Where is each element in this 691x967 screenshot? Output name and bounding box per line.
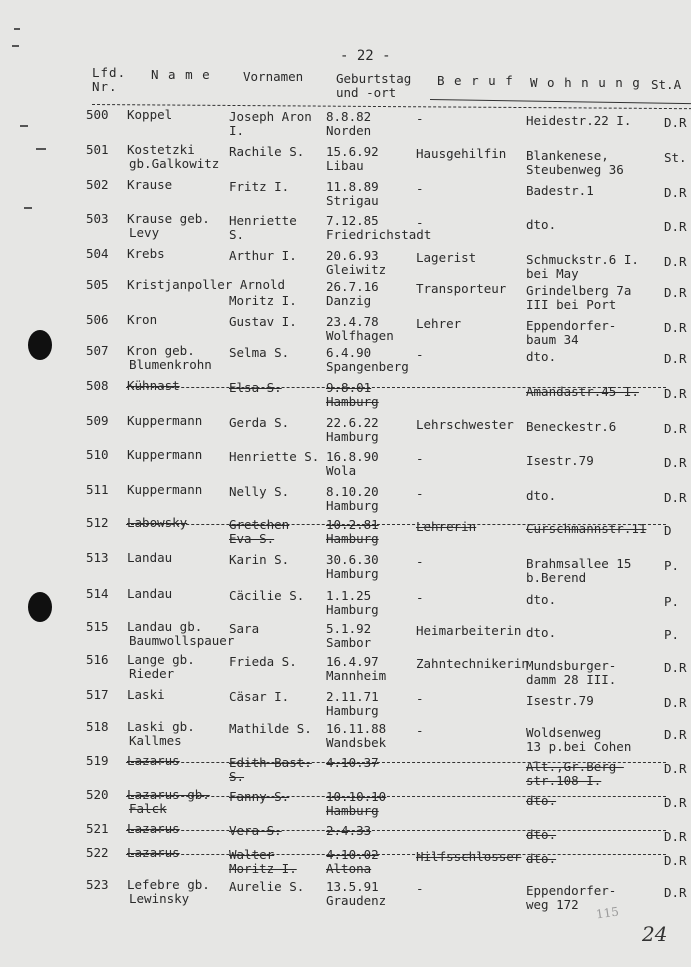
surname: Kuppermann — [127, 482, 203, 497]
birth-place: Hamburg — [326, 566, 379, 581]
occupation: - — [416, 881, 424, 896]
given-names: Gerda S. — [229, 415, 290, 430]
given-names: Mathilde S. — [229, 721, 312, 736]
surname: Krause geb. — [127, 211, 210, 226]
row-number: 521 — [86, 821, 109, 836]
birth-date: 15.6.92 — [326, 144, 379, 159]
row-number: 515 — [86, 619, 109, 634]
birth-date: 13.5.91 — [326, 879, 379, 894]
row-number: 505 — [86, 277, 109, 292]
given-names: Vera S. — [229, 823, 282, 838]
row-number: 518 — [86, 719, 109, 734]
citizenship: D.R — [664, 351, 687, 366]
punch-hole — [28, 592, 52, 622]
address: Badestr.1 — [526, 183, 594, 198]
citizenship: D.R — [664, 795, 687, 810]
surname: Krause — [127, 177, 173, 192]
header-nr: Nr. — [92, 79, 118, 94]
address-line2: Steubenweg 36 — [526, 162, 624, 177]
birth-place: Hamburg — [326, 498, 379, 513]
birth-place: Gleiwitz — [326, 262, 387, 277]
strikethrough-line — [126, 762, 666, 763]
given-names: Karin S. — [229, 552, 290, 567]
given-names: Edith Bast. — [229, 755, 312, 770]
occupation: Lagerist — [416, 250, 477, 265]
surname: Koppel — [127, 107, 173, 122]
citizenship: D.R — [664, 660, 687, 675]
address: Alt.,Gr.Berg- — [526, 759, 624, 774]
birth-date: 6.4.90 — [326, 345, 372, 360]
birth-date: 30.6.30 — [326, 552, 379, 567]
given-names: Gretchen — [229, 517, 290, 532]
occupation: Lehrerin — [416, 519, 477, 534]
birth-place: Wandsbek — [326, 735, 387, 750]
citizenship: D.R — [664, 829, 687, 844]
address: dto. — [526, 851, 557, 866]
address-line2: 13 p.bei Cohen — [526, 739, 632, 754]
surname: Landau gb. — [127, 619, 203, 634]
row-number: 502 — [86, 177, 109, 192]
address: Curschmannstr.11 — [526, 521, 647, 536]
birth-place: Danzig — [326, 293, 372, 308]
address: dto. — [526, 488, 557, 503]
row-number: 510 — [86, 447, 109, 462]
citizenship: D.R — [664, 185, 687, 200]
citizenship: D.R — [664, 421, 687, 436]
surname: Krebs — [127, 246, 165, 261]
birth-date: 1.1.25 — [326, 588, 372, 603]
header-staatsangehoerigkeit: St.A — [651, 77, 682, 92]
surname: Kristjanpoller Arnold — [127, 277, 286, 292]
surname: Lange gb. — [127, 652, 195, 667]
given-names: Elsa S. — [229, 380, 282, 395]
row-number: 523 — [86, 877, 109, 892]
citizenship: D.R — [664, 254, 687, 269]
birth-place: Graudenz — [326, 893, 387, 908]
surname: Landau — [127, 586, 173, 601]
given-names: Arthur I. — [229, 248, 297, 263]
given-names: Fanny S. — [229, 789, 290, 804]
strikethrough-line — [126, 830, 666, 831]
address-line2: bei May — [526, 266, 579, 281]
address: dto. — [526, 349, 557, 364]
address: dto. — [526, 592, 557, 607]
address: Eppendorfer- — [526, 883, 617, 898]
occupation: - — [416, 347, 424, 362]
occupation: - — [416, 451, 424, 466]
given-names-line2: S. — [229, 227, 245, 242]
margin-mark — [14, 28, 20, 30]
occupation: - — [416, 554, 424, 569]
handwritten-page-number: 24 — [642, 922, 668, 946]
surname: Lefebre gb. — [127, 877, 210, 892]
birth-place: Hamburg — [326, 703, 379, 718]
header-geburtstag: Geburtstag — [336, 71, 412, 86]
header-rule — [430, 99, 691, 104]
citizenship: D — [664, 523, 672, 538]
strikethrough-line — [126, 387, 666, 388]
strikethrough-line — [126, 524, 666, 525]
address: Eppendorfer- — [526, 318, 617, 333]
address-line2: weg 172 — [526, 897, 579, 912]
given-names: Fritz I. — [229, 179, 290, 194]
row-number: 501 — [86, 142, 109, 157]
surname: Landau — [127, 550, 173, 565]
surname: Lazarus — [127, 845, 180, 860]
address: Mundsburger- — [526, 658, 617, 673]
address-line2: baum 34 — [526, 332, 579, 347]
header-lfd: Lfd. — [92, 65, 127, 80]
row-number: 511 — [86, 482, 109, 497]
citizenship: P. — [664, 627, 680, 642]
row-number: 508 — [86, 378, 109, 393]
address: Isestr.79 — [526, 453, 594, 468]
birth-place: Hamburg — [326, 394, 379, 409]
surname-line2: Blumenkrohn — [129, 357, 212, 372]
birth-place: Wola — [326, 463, 357, 478]
header-name: N a m e — [151, 67, 211, 82]
birth-place: Altona — [326, 861, 372, 876]
address-line2: III bei Port — [526, 297, 617, 312]
surname: Kron geb. — [127, 343, 195, 358]
margin-mark — [36, 148, 46, 150]
given-names: Frieda S. — [229, 654, 297, 669]
surname: Labowsky — [127, 515, 188, 530]
address: Grindelberg 7a — [526, 283, 632, 298]
surname-line2: Kallmes — [129, 733, 182, 748]
surname: Kühnast — [127, 378, 180, 393]
occupation: - — [416, 215, 424, 230]
row-number: 500 — [86, 107, 109, 122]
row-number: 513 — [86, 550, 109, 565]
given-names: Sara — [229, 621, 260, 636]
birth-date: 10.10.10 — [326, 789, 387, 804]
surname-line2: gb.Galkowitz — [129, 156, 220, 171]
punch-hole — [28, 330, 52, 360]
birth-place: Spangenberg — [326, 359, 409, 374]
citizenship: D.R — [664, 115, 687, 130]
birth-date: 22.6.22 — [326, 415, 379, 430]
birth-date: 16.4.97 — [326, 654, 379, 669]
row-number: 506 — [86, 312, 109, 327]
birth-date: 10.2.81 — [326, 517, 379, 532]
surname: Kostetzki — [127, 142, 195, 157]
citizenship: D.R — [664, 285, 687, 300]
address: Isestr.79 — [526, 693, 594, 708]
surname: Laski — [127, 687, 165, 702]
birth-place: Hamburg — [326, 602, 379, 617]
surname-line2: Baumwollspauer — [129, 633, 235, 648]
citizenship: D.R — [664, 727, 687, 742]
birth-date: 4.10.02 — [326, 847, 379, 862]
birth-place: Hamburg — [326, 531, 379, 546]
margin-mark — [24, 207, 32, 209]
citizenship: D.R — [664, 761, 687, 776]
birth-place: Wolfhagen — [326, 328, 394, 343]
birth-date: 2.4.33 — [326, 823, 372, 838]
surname: Kron — [127, 312, 158, 327]
row-number: 517 — [86, 687, 109, 702]
occupation: - — [416, 691, 424, 706]
occupation: - — [416, 723, 424, 738]
birth-date: 8.10.20 — [326, 484, 379, 499]
occupation: - — [416, 590, 424, 605]
birth-date: 2.11.71 — [326, 689, 379, 704]
address: dto. — [526, 827, 557, 842]
occupation: - — [416, 181, 424, 196]
birth-place: Libau — [326, 158, 364, 173]
occupation: Lehrschwester — [416, 417, 514, 432]
occupation: Heimarbeiterin — [416, 623, 522, 638]
surname-line2: Lewinsky — [129, 891, 190, 906]
address: Heidestr.22 I. — [526, 113, 632, 128]
citizenship: D.R — [664, 219, 687, 234]
row-number: 522 — [86, 845, 109, 860]
birth-place: Strigau — [326, 193, 379, 208]
occupation: - — [416, 486, 424, 501]
citizenship: D.R — [664, 695, 687, 710]
address: Beneckestr.6 — [526, 419, 617, 434]
address: Schmuckstr.6 I. — [526, 252, 639, 267]
address: Woldsenweg — [526, 725, 602, 740]
surname-line2: Rieder — [129, 666, 175, 681]
row-number: 503 — [86, 211, 109, 226]
citizenship: D.R — [664, 320, 687, 335]
birth-date: 16.11.88 — [326, 721, 387, 736]
birth-date: 5.1.92 — [326, 621, 372, 636]
address-line2: str.108 I. — [526, 773, 602, 788]
row-number: 516 — [86, 652, 109, 667]
strikethrough-line — [126, 854, 666, 855]
header-und-ort: und -ort — [336, 85, 397, 100]
birth-place: Mannheim — [326, 668, 387, 683]
margin-mark — [20, 125, 28, 127]
given-names: Rachile S. — [229, 144, 305, 159]
citizenship: D.R — [664, 853, 687, 868]
address-line2: b.Berend — [526, 570, 587, 585]
row-number: 514 — [86, 586, 109, 601]
surname: Kuppermann — [127, 447, 203, 462]
birth-place: Norden — [326, 123, 372, 138]
citizenship: D.R — [664, 386, 687, 401]
strikethrough-line — [126, 796, 666, 797]
address: dto. — [526, 217, 557, 232]
surname-line2: Falck — [129, 801, 167, 816]
row-number: 504 — [86, 246, 109, 261]
address: Blankenese, — [526, 148, 609, 163]
address: Amandastr.45 I. — [526, 384, 639, 399]
given-names: Cäsar I. — [229, 689, 290, 704]
citizenship: D.R — [664, 885, 687, 900]
occupation: Lehrer — [416, 316, 462, 331]
given-names: Henriette S. — [229, 449, 320, 464]
birth-place: Hamburg — [326, 429, 379, 444]
birth-date: 11.8.89 — [326, 179, 379, 194]
page-number: - 22 - — [340, 48, 391, 64]
occupation: Hausgehilfin — [416, 146, 507, 161]
row-number: 519 — [86, 753, 109, 768]
given-names-line2: Moritz I. — [229, 293, 297, 308]
given-names-line2: S. — [229, 769, 245, 784]
occupation: - — [416, 111, 424, 126]
occupation: Hilfsschlosser — [416, 849, 522, 864]
citizenship: D.R — [664, 455, 687, 470]
faint-stamp: 115 — [595, 904, 620, 922]
row-number: 507 — [86, 343, 109, 358]
birth-date: 7.12.85 — [326, 213, 379, 228]
given-names-line2: Eva S. — [229, 531, 275, 546]
address-line2: damm 28 III. — [526, 672, 617, 687]
given-names: Gustav I. — [229, 314, 297, 329]
birth-place: Friedrichstadt — [326, 227, 432, 242]
surname: Lazarus — [127, 821, 180, 836]
given-names: Cäcilie S. — [229, 588, 305, 603]
address: Brahmsallee 15 — [526, 556, 632, 571]
header-beruf: B e r u f — [437, 73, 514, 88]
birth-date: 16.8.90 — [326, 449, 379, 464]
row-number: 520 — [86, 787, 109, 802]
citizenship: P. — [664, 558, 680, 573]
given-names-line2: I. — [229, 123, 245, 138]
birth-date: 8.8.82 — [326, 109, 372, 124]
margin-mark — [12, 45, 19, 47]
given-names-line2: Moritz I. — [229, 861, 297, 876]
surname-line2: Levy — [129, 225, 160, 240]
surname: Lazarus — [127, 753, 180, 768]
birth-date: 26.7.16 — [326, 279, 379, 294]
given-names: Walter — [229, 847, 275, 862]
surname: Laski gb. — [127, 719, 195, 734]
occupation: Zahntechnikerin — [416, 656, 529, 671]
surname: Lazarus gb. — [127, 787, 210, 802]
given-names: Nelly S. — [229, 484, 290, 499]
occupation: Transporteur — [416, 281, 507, 296]
given-names: Aurelie S. — [229, 879, 305, 894]
given-names: Joseph Aron — [229, 109, 312, 124]
address: dto. — [526, 625, 557, 640]
citizenship: D.R — [664, 490, 687, 505]
birth-place: Hamburg — [326, 803, 379, 818]
given-names: Selma S. — [229, 345, 290, 360]
citizenship: P. — [664, 594, 680, 609]
header-wohnung: W o h n u n g — [530, 75, 641, 90]
row-number: 509 — [86, 413, 109, 428]
header-vornamen: Vornamen — [243, 69, 304, 84]
given-names: Henriette — [229, 213, 297, 228]
birth-date: 9.8.01 — [326, 380, 372, 395]
address: dto. — [526, 793, 557, 808]
birth-date: 23.4.78 — [326, 314, 379, 329]
surname: Kuppermann — [127, 413, 203, 428]
birth-date: 20.6.93 — [326, 248, 379, 263]
birth-date: 4.10.37 — [326, 755, 379, 770]
row-number: 512 — [86, 515, 109, 530]
citizenship: St. — [664, 150, 687, 165]
birth-place: Sambor — [326, 635, 372, 650]
header-rule — [92, 104, 691, 109]
